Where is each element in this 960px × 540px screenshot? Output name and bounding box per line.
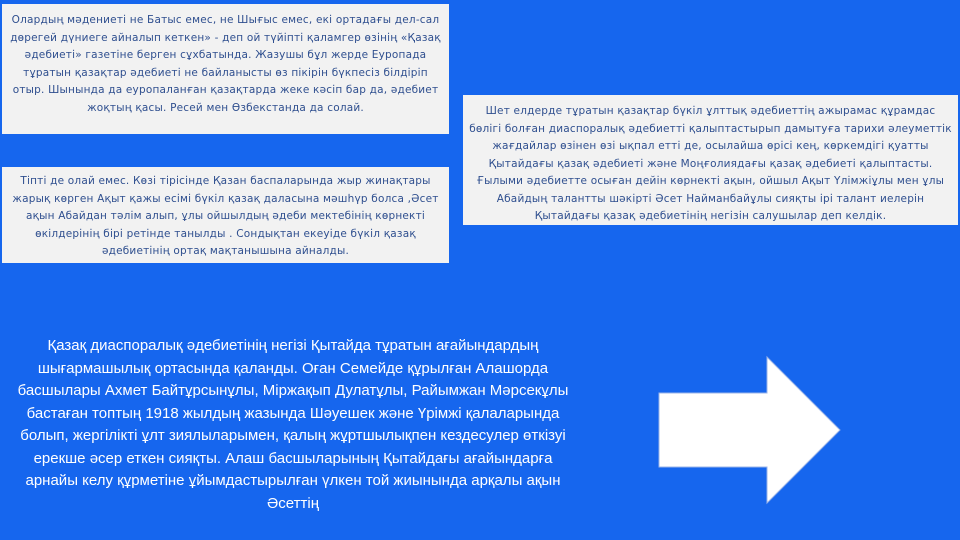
text-card-top-left: Олардың мәдениеті не Батыс емес, не Шығыс емес, екі ортадағы дел-сал дөрегей дүниеге айналып кеткен» - деп ой түйіпті қаламгер өзінің «Қазақ әдебиеті» газетіне берген сұхбатында. Жазушы бұл жерде Еуропада тұратын қазақтар әдебиеті не байланысты өз пікірін бүкпесіз білдіріп отыр. Шынында да еуропаланған қазақтарда жеке кәсіп бар да, әдебиет жоқтың қасы. Ресей мен Өзбекстанда да солай. (2, 4, 449, 134)
right-arrow-shape (659, 357, 840, 503)
text-card-middle-left: Тіпті де олай емес. Көзі тірісінде Қазан баспаларында жыр жинақтары жарық көрген Ақыт қажы есімі бүкіл қазақ даласына мәшһүр болса ,Әсет ақын Абайдан тәлім алып, ұлы ойшылдың әдеби мектебінің көрнекті өкілдерінің бірі ретінде танылды . Сондықтан екеуіде бүкіл қазақ әдебиетінің ортақ мақтанышына айналды. (2, 167, 449, 263)
text-card-right: Шет елдерде тұратын қазақтар бүкіл ұлттық әдебиеттің ажырамас құрамдас бөлігі болған диаспоралық әдебиетті қалыптастырып дамытуға тарихи әлеуметтік жағдайлар өзінен өзі ықпал етті де, осылайша өрісі кең, көркемдігі қуатты Қытайдағы қазақ әдебиеті және Моңғолиядағы қазақ әдебиеті қалыптасты. Ғылыми әдебиетте осыған дейін көрнекті ақын, ойшыл Ақыт Үлімжіұлы мен ұлы Абайдың талантты шәкірті Әсет Найманбайұлы сияқты ірі талант иелерін Қытайдағы қазақ әдебиетінің негізін салушылар деп келдік. (463, 95, 958, 225)
main-paragraph: Қазақ диаспоралық әдебиетінің негізі Қытайда тұратын ағайындардың шығармашылық ортасында қаланды. Оған Семейде құрылған Алашорда басшылары Ахмет Байтұрсынұлы, Міржақып Дулатұлы, Райымжан Мәрсекұлы бастаған топтың 1918 жылдың жазында Шәуешек және Үрімжі қалаларында болып, жергілікті ұлт зиялыларымен, қалың жұртшылықпен кездесулер өткізуі ерекше әсер еткен сияқты. Алаш басшыларының Қытайдағы ағайындарға арнайы келу құрметіне ұйымдастырылған үлкен той жиынында арқалы ақын Әсеттің (17, 337, 569, 512)
right-arrow-icon (657, 355, 842, 505)
